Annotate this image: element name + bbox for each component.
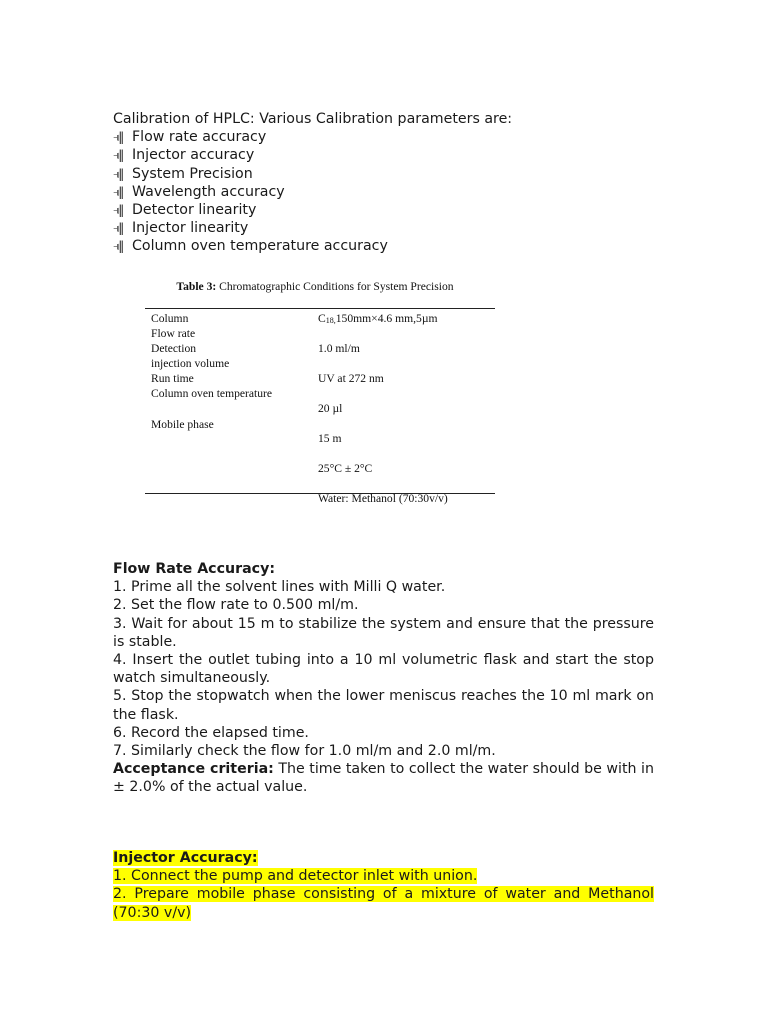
intro-item: ⫣‖ Injector accuracy: [113, 147, 255, 164]
bullet-icon: ⫣‖: [113, 148, 123, 163]
table-label: Run time: [151, 372, 194, 386]
flow-step: 7. Similarly check the flow for 1.0 ml/m and 2.0 ml/m.: [113, 743, 496, 760]
flow-step: 3. Wait for about 15 m to stabilize the system and ensure that the pressure is stable.: [113, 615, 654, 650]
intro-item: ⫣‖ Column oven temperature accuracy: [113, 238, 388, 255]
table-label: Flow rate: [151, 327, 196, 341]
flow-step: 6. Record the elapsed time.: [113, 724, 309, 741]
table-value-column: [318, 311, 448, 521]
table-value: Water: Methanol (70:30v/v): [318, 492, 448, 505]
table-label: Mobile phase: [151, 417, 214, 431]
intro-item: ⫣‖ Detector linearity: [113, 202, 257, 219]
table-title: Table 3: Chromatographic Conditions for System Precision: [176, 280, 454, 293]
bullet-icon: ⫣‖: [113, 184, 123, 199]
table-label: [151, 402, 272, 417]
table-value: 1.0 ml/m: [318, 342, 360, 355]
flow-heading: Flow Rate Accuracy:: [113, 561, 275, 577]
intro-item: ⫣‖ System Precision: [113, 165, 253, 182]
bullet-icon: ⫣‖: [113, 221, 123, 236]
table-label: injection volume: [151, 357, 230, 371]
flow-step: 5. Stop the stopwatch when the lower meniscus reaches the 10 ml mark on the flask.: [113, 688, 654, 723]
injector-step: 2. Prepare mobile phase consisting of a mixture of water and Methanol (70:30 v/v): [113, 886, 654, 921]
injector-step: 1. Connect the pump and detector inlet with union.: [113, 868, 478, 885]
bullet-icon: ⫣‖: [113, 239, 123, 254]
table-label-column: [151, 311, 272, 432]
flow-rate-section: [113, 560, 654, 797]
table-value: 25°C ± 2°C: [318, 462, 373, 475]
table-label: Detection: [151, 342, 197, 356]
table-body: [145, 309, 495, 505]
bullet-icon: ⫣‖: [113, 166, 123, 181]
flow-step: 1. Prime all the solvent lines with Milli Q water.: [113, 579, 446, 596]
injector-step-line: [113, 867, 654, 885]
intro-heading: Calibration of HPLC: Various Calibration parameters are:: [113, 111, 513, 127]
table-label: Column oven temperature: [151, 387, 273, 401]
flow-step: 4. Insert the outlet tubing into a 10 ml volumetric flask and start the stop watch simultaneously.: [113, 652, 654, 687]
bullet-icon: ⫣‖: [113, 203, 123, 218]
injector-heading: Injector Accuracy:: [113, 850, 258, 866]
injector-section: [113, 849, 654, 922]
table-value: UV at 272 nm: [318, 372, 384, 385]
table-value: 20 µl: [318, 402, 343, 415]
chromatographic-table-figure: [145, 278, 495, 505]
injector-step-line: [113, 885, 654, 921]
bullet-icon: ⫣‖: [113, 130, 123, 145]
intro-item: ⫣‖ Wavelength accuracy: [113, 183, 285, 200]
acceptance-criteria: Acceptance criteria: The time taken to collect the water should be with in ± 2.0% of the actual value.: [113, 761, 654, 796]
flow-step: 2. Set the flow rate to 0.500 ml/m.: [113, 597, 359, 614]
injector-heading-line: [113, 849, 654, 867]
table-label: Column: [151, 312, 189, 325]
intro-item: ⫣‖ Flow rate accuracy: [113, 129, 267, 146]
table-value: 15 m: [318, 432, 342, 445]
table-value-column-spec: $C_{18,}150mm\times 4.6$ mm,5µm: [318, 312, 438, 325]
intro-item: ⫣‖ Injector linearity: [113, 220, 249, 237]
intro-section: [113, 110, 654, 256]
